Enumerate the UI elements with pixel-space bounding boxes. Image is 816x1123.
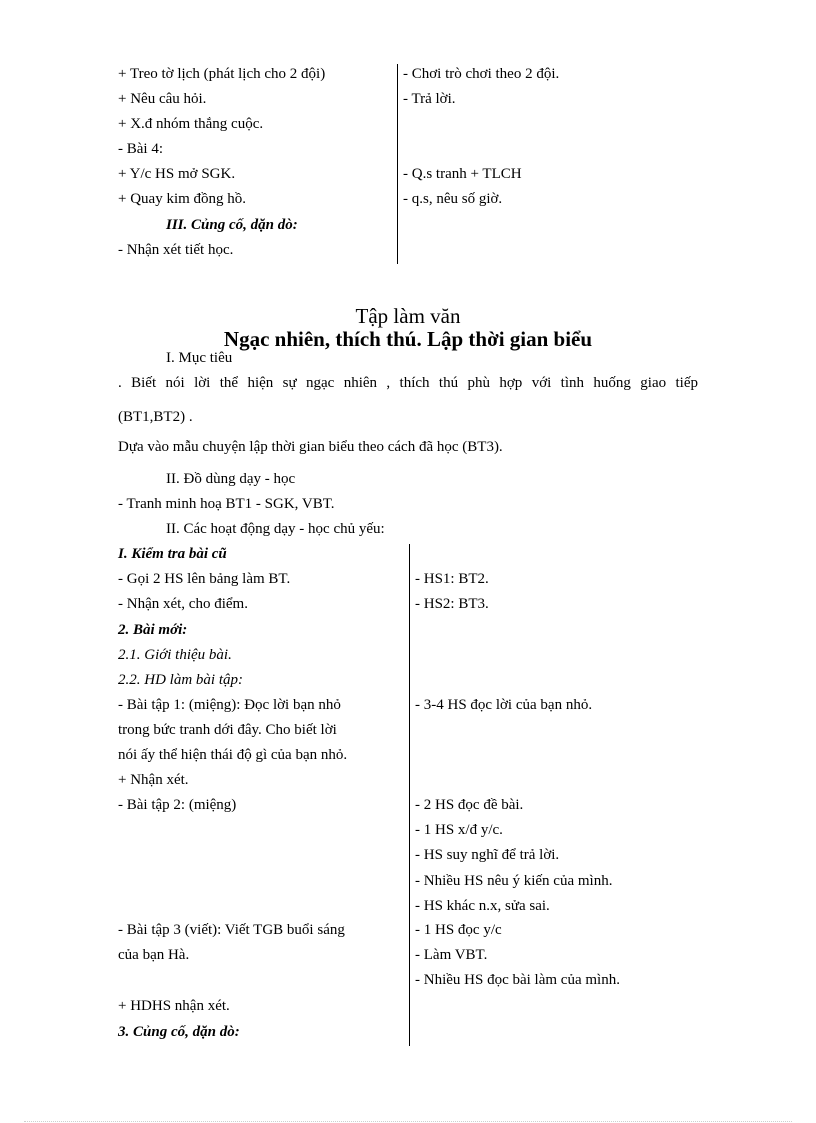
student-line: - HS khác n.x, sửa sai. — [415, 898, 550, 914]
teacher-line: + Nhận xét. — [118, 772, 189, 788]
materials-text: - Tranh minh hoạ BT1 - SGK, VBT. — [118, 496, 335, 512]
top-left-line: + Quay kim đồng hồ. — [118, 191, 247, 207]
top-left-line: + Nêu câu hỏi. — [118, 91, 207, 107]
teacher-line: + HDHS nhận xét. — [118, 998, 230, 1014]
teacher-line: - Gọi 2 HS lên bảng làm BT. — [118, 571, 291, 587]
student-line: - HS2: BT3. — [415, 596, 489, 612]
subsection-heading: 2.2. HD làm bài tập: — [118, 672, 243, 688]
top-left-line: + Y/c HS mở SGK. — [118, 166, 236, 182]
teacher-line: nói ấy thể hiện thái độ gì của bạn nhỏ. — [118, 747, 348, 763]
top-right-line: - q.s, nêu số giờ. — [403, 191, 503, 207]
page-bottom-border — [24, 1121, 792, 1122]
lesson-subject: Tập làm văn — [355, 304, 461, 328]
teacher-line: của bạn Hà. — [118, 947, 190, 963]
section-heading: 2. Bài mới: — [118, 622, 188, 638]
teacher-line: - Nhận xét, cho điểm. — [118, 596, 248, 612]
teacher-line: - Bài tập 3 (viết): Viết TGB buổi sáng — [118, 922, 345, 938]
subsection-heading: 2.1. Giới thiệu bài. — [118, 647, 232, 663]
top-right-line: - Chơi trò chơi theo 2 đội. — [403, 66, 560, 82]
student-line: - 3-4 HS đọc lời của bạn nhỏ. — [415, 697, 593, 713]
objective-line: (BT1,BT2) . — [118, 409, 193, 425]
student-line: - 1 HS đọc y/c — [415, 922, 502, 938]
top-right-line: - Q.s tranh + TLCH — [403, 166, 522, 182]
student-line: - Nhiều HS nêu ý kiến của mình. — [415, 873, 613, 889]
top-left-heading: III. Củng cố, dặn dò: — [166, 217, 298, 233]
top-left-line: - Bài 4: — [118, 141, 163, 157]
column-divider — [409, 544, 410, 1046]
section-heading: 3. Củng cố, dặn dò: — [118, 1024, 240, 1040]
lesson-title: Ngạc nhiên, thích thú. Lập thời gian biểu — [223, 327, 593, 351]
materials-heading: II. Đồ dùng dạy - học — [166, 471, 296, 487]
student-line: - HS1: BT2. — [415, 571, 489, 587]
student-line: - 2 HS đọc đề bài. — [415, 797, 524, 813]
objective-line: . Biết nói lời thể hiện sự ngạc nhiên , thích thú phù hợp với tình huống giao tiếp — [118, 375, 698, 391]
activities-heading: II. Các hoạt động dạy - học chủ yếu: — [166, 521, 385, 537]
student-line: - Làm VBT. — [415, 947, 488, 963]
top-left-line: + X.đ nhóm thắng cuộc. — [118, 116, 264, 132]
student-line: - HS suy nghĩ để trả lời. — [415, 847, 560, 863]
top-left-line: + Treo tờ lịch (phát lịch cho 2 đội) — [118, 66, 326, 82]
top-right-line: - Trả lời. — [403, 91, 456, 107]
student-line: - 1 HS x/đ y/c. — [415, 822, 503, 838]
objective-line: Dựa vào mẫu chuyện lập thời gian biểu theo cách đã học (BT3). — [118, 439, 503, 455]
teacher-line: - Bài tập 2: (miệng) — [118, 797, 237, 813]
teacher-line: trong bức tranh dới đây. Cho biết lời — [118, 722, 337, 738]
student-line: - Nhiều HS đọc bài làm của mình. — [415, 972, 620, 988]
teacher-line: - Bài tập 1: (miệng): Đọc lời bạn nhỏ — [118, 697, 341, 713]
objectives-heading: I. Mục tiêu — [166, 350, 233, 366]
top-left-line: - Nhận xét tiết học. — [118, 242, 234, 258]
column-divider — [397, 64, 398, 264]
section-heading: I. Kiểm tra bài cũ — [118, 546, 227, 562]
